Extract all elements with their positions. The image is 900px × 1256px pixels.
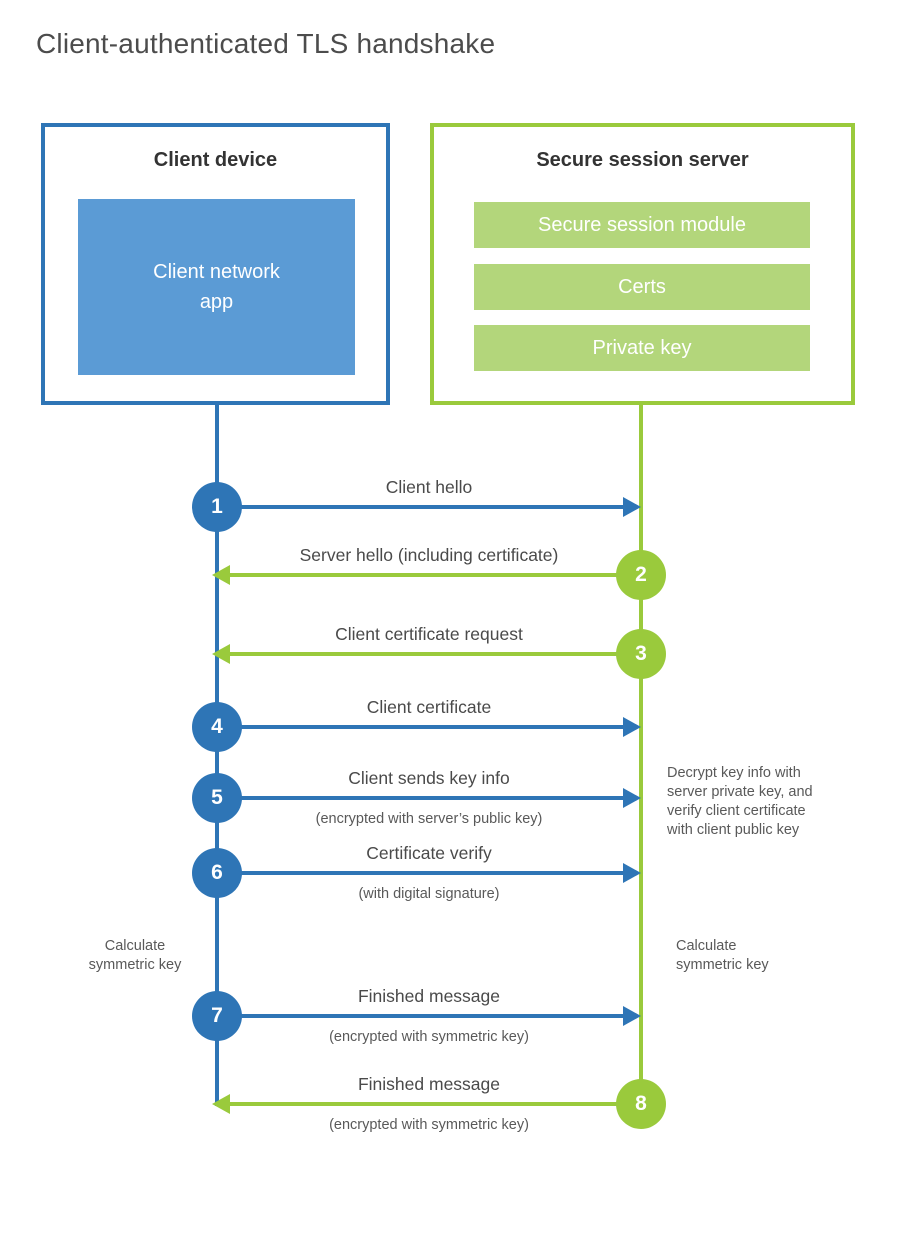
arrow-shaft — [230, 1102, 641, 1106]
client-network-app-label: Client network app — [153, 261, 280, 313]
arrow-shaft — [217, 871, 624, 875]
step-badge: 6 — [192, 848, 242, 898]
arrow-left-icon — [212, 1094, 230, 1114]
message-label: Server hello (including certificate) — [299, 545, 559, 565]
client-device-title: Client device — [153, 149, 278, 171]
arrow-shaft — [217, 1014, 624, 1018]
step-badge: 7 — [192, 991, 242, 1041]
server-module-secure-session: Secure session module — [474, 202, 810, 248]
message-sublabel: (encrypted with symmetric key) — [329, 1117, 529, 1133]
arrow-left-icon — [212, 565, 230, 585]
message-label: Client certificate request — [335, 624, 523, 644]
message-label: Client sends key info — [348, 768, 510, 788]
arrow-left-icon — [212, 644, 230, 664]
message-sublabel: (with digital signature) — [358, 886, 500, 902]
calculate-symmetric-key-note-server: Calculate symmetric key — [676, 938, 769, 974]
secure-session-server-title: Secure session server — [536, 149, 749, 171]
message-label: Finished message — [357, 1074, 501, 1094]
arrow-right-icon — [623, 497, 641, 517]
step-badge: 3 — [616, 629, 666, 679]
client-device-box — [41, 123, 390, 405]
step-badge: 1 — [192, 482, 242, 532]
arrow-right-icon — [623, 863, 641, 883]
message-label: Client certificate — [366, 697, 492, 717]
step-badge: 4 — [192, 702, 242, 752]
arrow-shaft — [230, 652, 641, 656]
client-network-app-box — [78, 199, 355, 375]
step-badge: 5 — [192, 773, 242, 823]
arrow-shaft — [217, 796, 624, 800]
message-sublabel: (encrypted with symmetric key) — [329, 1029, 529, 1045]
arrow-right-icon — [623, 1006, 641, 1026]
secure-session-server-box — [430, 123, 855, 405]
server-module-certs: Certs — [474, 264, 810, 310]
arrow-right-icon — [623, 788, 641, 808]
message-label: Certificate verify — [366, 843, 492, 863]
arrow-right-icon — [623, 717, 641, 737]
step-badge: 8 — [616, 1079, 666, 1129]
page-title: Client-authenticated TLS handshake — [36, 28, 496, 59]
message-label: Finished message — [357, 986, 501, 1006]
arrow-shaft — [217, 505, 624, 509]
message-sublabel: (encrypted with server’s public key) — [315, 811, 543, 827]
calculate-symmetric-key-note-client: Calculate symmetric key — [88, 938, 182, 974]
arrow-shaft — [230, 573, 641, 577]
decrypt-key-note: Decrypt key info with server private key, and verify client certificate with client public key — [667, 765, 813, 839]
server-module-private-key: Private key — [474, 325, 810, 371]
step-badge: 2 — [616, 550, 666, 600]
message-label: Client hello — [385, 477, 473, 497]
arrow-shaft — [217, 725, 624, 729]
